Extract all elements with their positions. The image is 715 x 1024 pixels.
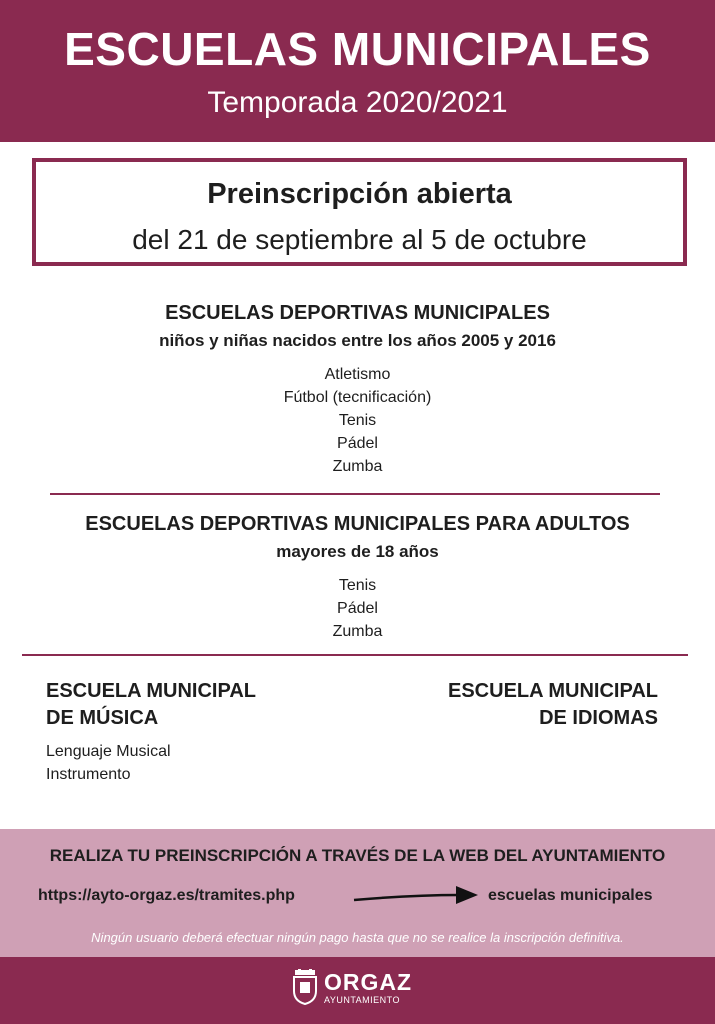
language-school-title xyxy=(448,678,658,732)
logo-subtitle: AYUNTAMIENTO xyxy=(324,995,401,1005)
adult-sports-section xyxy=(0,513,715,643)
music-school-list xyxy=(46,740,171,786)
music-school-title-line2: DE MÚSICA xyxy=(46,707,159,729)
youth-sports-list xyxy=(0,363,715,478)
logo-name: ORGAZ xyxy=(324,969,413,995)
header-band xyxy=(0,0,715,142)
preregistration-dates: del 21 de septiembre al 5 de octubre xyxy=(132,224,587,255)
cta-band xyxy=(0,829,715,957)
cta-text: REALIZA TU PREINSCRIPCIÓN A TRAVÉS DE LA WEB DEL AYUNTAMIENTO xyxy=(49,846,666,865)
list-item: Zumba xyxy=(332,623,383,640)
list-item: Zumba xyxy=(332,458,383,475)
list-item: Pádel xyxy=(337,435,378,452)
list-item: Fútbol (tecnificación) xyxy=(283,389,432,406)
list-item: Lenguaje Musical xyxy=(46,743,171,760)
season-subtitle: Temporada 2020/2021 xyxy=(207,86,508,119)
adult-sports-subtitle: mayores de 18 años xyxy=(276,542,439,561)
music-school-title-line1: ESCUELA MUNICIPAL xyxy=(46,680,256,702)
payment-notice: Ningún usuario deberá efectuar ningún pago hasta que no se realice la inscripción definitiva. xyxy=(91,930,624,945)
preregistration-title: Preinscripción abierta xyxy=(207,178,512,210)
website-link[interactable]: https://ayto-orgaz.es/tramites.php xyxy=(38,887,295,904)
footer-band xyxy=(0,957,715,1024)
section-divider xyxy=(22,654,688,656)
language-school-title-line2: DE IDIOMAS xyxy=(539,707,658,729)
list-item: Pádel xyxy=(337,600,378,617)
page-title: ESCUELAS MUNICIPALES xyxy=(64,23,651,75)
youth-sports-subtitle: niños y niñas nacidos entre los años 2005 y 2016 xyxy=(159,331,556,350)
music-school-title xyxy=(46,678,256,732)
destination-label: escuelas municipales xyxy=(488,887,653,904)
section-divider xyxy=(50,493,660,495)
list-item: Instrumento xyxy=(46,766,131,783)
preregistration-box xyxy=(32,158,687,266)
list-item: Atletismo xyxy=(324,366,391,383)
coat-of-arms-icon xyxy=(292,969,318,1005)
youth-sports-title: ESCUELAS DEPORTIVAS MUNICIPALES xyxy=(165,302,550,324)
language-school-title-line1: ESCUELA MUNICIPAL xyxy=(448,680,658,702)
list-item: Tenis xyxy=(338,412,377,429)
orgaz-logo xyxy=(292,967,432,1013)
list-item: Tenis xyxy=(338,577,377,594)
adult-sports-title: ESCUELAS DEPORTIVAS MUNICIPALES PARA ADULTOS xyxy=(85,513,630,535)
arrow-right-icon xyxy=(352,883,482,909)
youth-sports-section xyxy=(0,302,715,478)
adult-sports-list xyxy=(0,574,715,643)
